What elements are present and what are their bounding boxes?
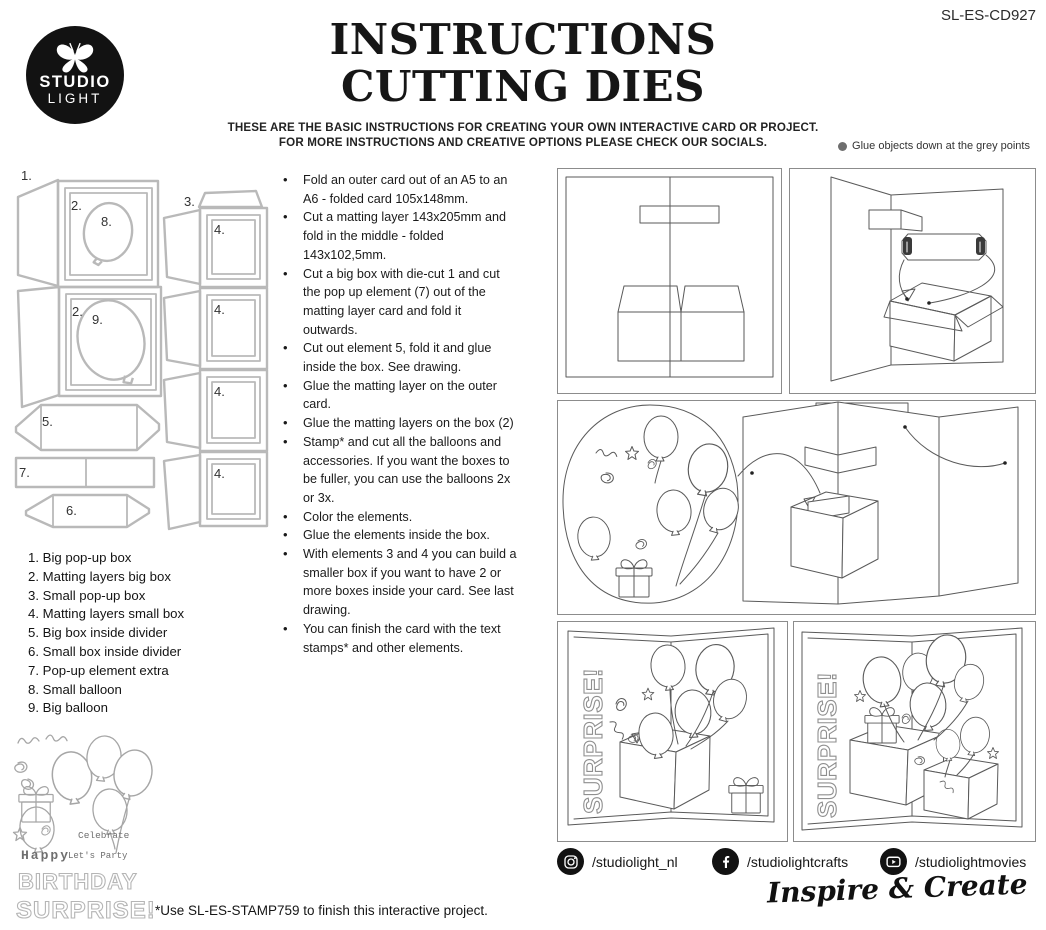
parts-list-item: 8. Small balloon [28, 681, 122, 697]
step-panel-divider-glue [789, 168, 1036, 394]
instruction-item: • Glue the matting layers on the box (2) [276, 414, 518, 433]
die-label-6: 6. [66, 503, 77, 518]
die-label-4d: 4. [214, 466, 225, 481]
instruction-item: • Stamp* and cut all the balloons and accessories. If you want the boxes to be fuller, you can use the balloons 2x or 3x. [276, 433, 518, 508]
parts-list-item: 4. Matting layers small box [28, 606, 185, 622]
instruction-item: • Glue the elements inside the box. [276, 526, 518, 545]
stamp-text-birthday: BIRTHDAY [18, 869, 138, 894]
die-label-4b: 4. [214, 302, 225, 317]
die-label-4c: 4. [214, 384, 225, 399]
instruction-item: • Glue the matting layer on the outer card. [276, 377, 518, 414]
logo-text-light: LIGHT [47, 91, 103, 106]
product-code: SL-ES-CD927 [940, 7, 1036, 24]
die-label-8: 8. [101, 214, 112, 229]
parts-list-item: 1. Big pop-up box [28, 550, 132, 565]
youtube-handle: /studiolightmovies [915, 853, 1027, 870]
page-title [0, 16, 1046, 110]
subtitle-line-2: FOR MORE INSTRUCTIONS AND CREATIVE OPTIONS PLEASE CHECK OUR SOCIALS. [278, 136, 768, 149]
instruction-item: • Cut a matting layer 143x205mm and fold in the middle - folded 143x102,5mm. [276, 208, 518, 264]
stamp-text-surprise: SURPRISE! [16, 897, 156, 924]
facebook-icon [712, 848, 739, 875]
subtitle-line-1: THESE ARE THE BASIC INSTRUCTIONS FOR CREATING YOUR OWN INTERACTIVE CARD OR PROJECT. [227, 121, 819, 134]
die-popup-element-extra [16, 458, 154, 487]
die-label-2b: 2. [72, 304, 83, 319]
facebook-link[interactable] [712, 848, 848, 875]
die-cut-diagram [8, 164, 270, 550]
step-panel-flat-card [557, 168, 782, 394]
die-label-1: 1. [21, 168, 32, 183]
parts-list-item: 9. Big balloon [28, 700, 108, 716]
instruction-item: • You can finish the card with the text stamps* and other elements. [276, 620, 518, 657]
stamp-text-celebrate: Celebrate [78, 830, 130, 841]
tagline: Inspire & Create [766, 867, 1029, 910]
die-small-divider [26, 495, 149, 527]
stamp-set-preview [6, 731, 178, 929]
panel4-surprise-text: SURPRISE! [578, 667, 608, 814]
die-label-4a: 4. [214, 222, 225, 237]
die-label-5: 5. [42, 414, 53, 429]
die-label-9: 9. [92, 312, 103, 327]
step-panel-elements-in-box [557, 400, 1036, 615]
instagram-link[interactable] [557, 848, 678, 875]
parts-list-item: 7. Pop-up element extra [28, 662, 169, 678]
stamp-text-happy: Happy [21, 848, 71, 863]
instagram-icon [557, 848, 584, 875]
instagram-handle: /studiolight_nl [592, 853, 678, 870]
parts-list-item: 2. Matting layers big box [28, 568, 171, 584]
facebook-handle: /studiolightcrafts [747, 853, 849, 870]
instruction-item: • Color the elements. [276, 508, 518, 527]
die-big-divider [16, 405, 159, 450]
instruction-item: • Cut out element 5, fold it and glue inside the box. See drawing. [276, 339, 518, 376]
die-label-7: 7. [19, 465, 30, 480]
glue-legend-text: Glue objects down at the grey points [852, 140, 1030, 152]
title-line-2: CUTTING DIES [340, 62, 705, 111]
instruction-item: • Fold an outer card out of an A5 to an A6 - folded card 105x148mm. [276, 171, 518, 208]
instruction-item: • Cut a big box with die-cut 1 and cut the pop up element (7) out of the matting layer card and fold it outwards. [276, 265, 518, 340]
parts-list-item: 5. Big box inside divider [28, 625, 168, 641]
instructions-list [276, 171, 518, 657]
logo-text-studio: STUDIO [39, 73, 111, 91]
panel5-surprise-text: SURPRISE! [812, 671, 842, 818]
stamp-text-lets-party: Let's Party [68, 851, 128, 861]
instruction-item: • With elements 3 and 4 you can build a smaller box if you want to have 2 or more boxes inside your card. See last drawing. [276, 545, 518, 620]
grey-glue-dot-icon [838, 142, 847, 151]
die-label-3: 3. [184, 194, 195, 209]
parts-list-item: 6. Small box inside divider [28, 643, 182, 659]
die-label-2a: 2. [71, 198, 82, 213]
title-line-1: INSTRUCTIONS [329, 15, 717, 64]
glue-legend [838, 140, 1030, 152]
footnote: *Use SL-ES-STAMP759 to finish this interactive project. [155, 903, 488, 918]
step-panel-finished-two-boxes [793, 621, 1036, 842]
parts-list [28, 549, 258, 718]
step-panel-finished-one-box [557, 621, 788, 842]
parts-list-item: 3. Small pop-up box [28, 587, 146, 603]
